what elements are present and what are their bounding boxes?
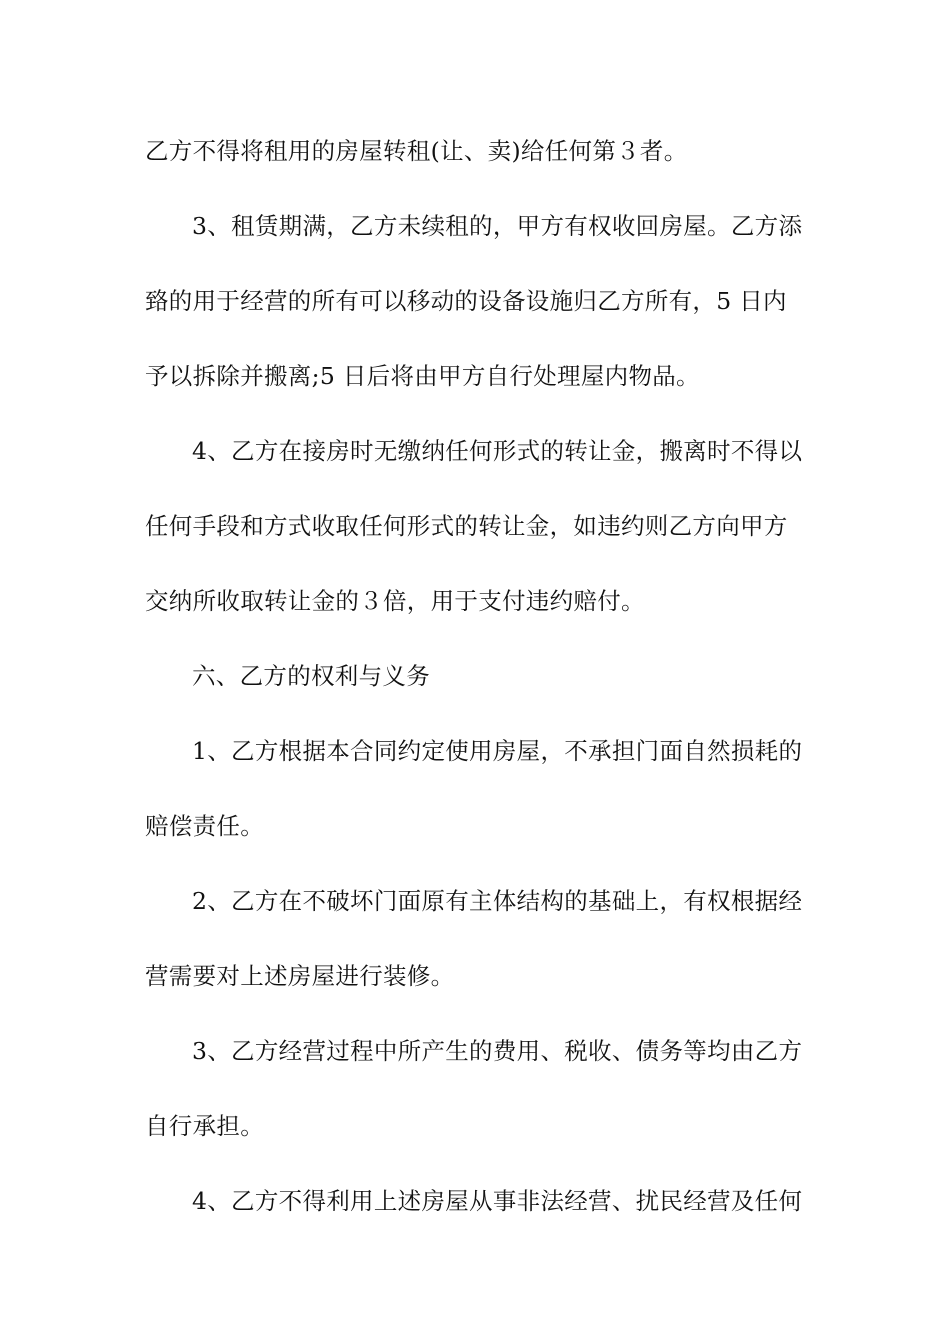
right-2-line-1: 2、乙方在不破坏门面原有主体结构的基础上，有权根据经 [192,887,803,915]
right-1-line-2: 赔偿责任。 [145,812,264,840]
clause-3-line-1: 3、租赁期满，乙方未续租的，甲方有权收回房屋。乙方添 [192,212,803,240]
clause-4-line-1: 4、乙方在接房时无缴纳任何形式的转让金，搬离时不得以 [192,437,803,465]
clause-3-line-3: 予以拆除并搬离;5 日后将由甲方自行处理屋内物品。 [145,362,700,390]
clause-3-line-2: 臵的用于经营的所有可以移动的设备设施归乙方所有，5 日内 [145,287,787,315]
right-1-line-1: 1、乙方根据本合同约定使用房屋，不承担门面自然损耗的 [192,737,803,765]
right-3-line-2: 自行承担。 [145,1112,264,1140]
clause-4-line-2: 任何手段和方式收取任何形式的转让金，如违约则乙方向甲方 [145,512,788,540]
right-4-line-1: 4、乙方不得利用上述房屋从事非法经营、扰民经营及任何 [192,1187,803,1215]
clause-4-line-3: 交纳所收取转让金的３倍，用于支付违约赔付。 [145,587,645,615]
section-heading: 六、乙方的权利与义务 [192,662,430,690]
paragraph-line: 乙方不得将租用的房屋转租(让、卖)给任何第３者。 [145,137,688,165]
right-3-line-1: 3、乙方经营过程中所产生的费用、税收、债务等均由乙方 [192,1037,803,1065]
right-2-line-2: 营需要对上述房屋进行装修。 [145,962,455,990]
